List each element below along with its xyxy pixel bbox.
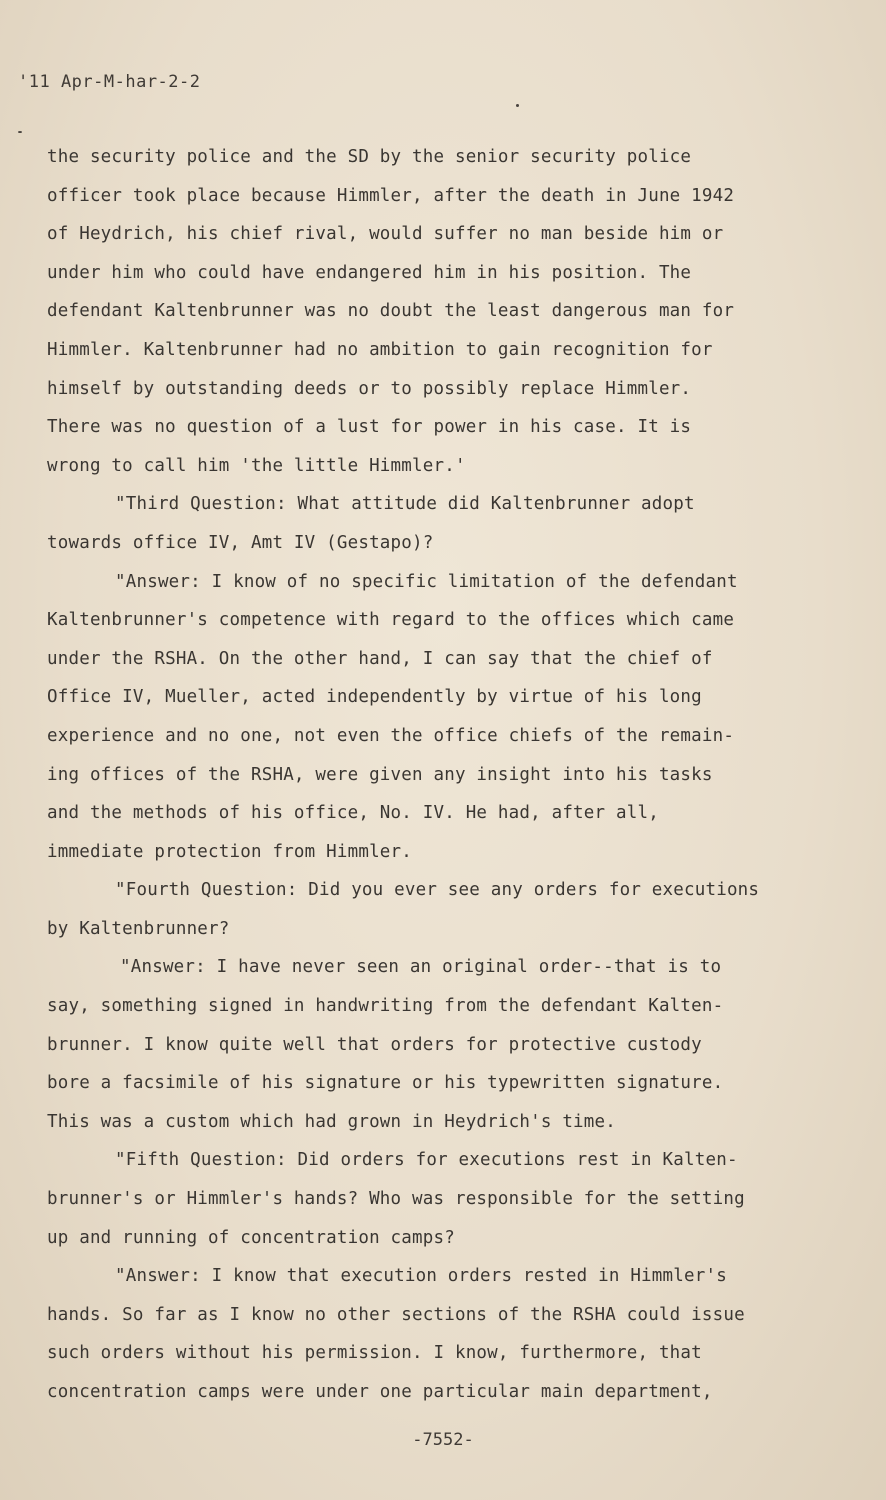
text-line: There was no question of a lust for power in his case. It is bbox=[47, 417, 692, 438]
text-line: up and running of concentration camps? bbox=[47, 1227, 455, 1248]
text-line: such orders without his permission. I know, furthermore, that bbox=[47, 1343, 702, 1364]
text-line: brunner's or Himmler's hands? Who was responsible for the setting bbox=[47, 1189, 745, 1210]
text-line: experience and no one, not even the office chiefs of the remain- bbox=[47, 725, 735, 746]
body-text bbox=[47, 138, 837, 1412]
text-line: wrong to call him 'the little Himmler.' bbox=[47, 455, 466, 476]
text-line: bore a facsimile of his signature or his typewritten signature. bbox=[47, 1073, 724, 1094]
text-line: immediate protection from Himmler. bbox=[47, 841, 413, 862]
text-line: under the RSHA. On the other hand, I can say that the chief of bbox=[47, 648, 713, 669]
text-line: the security police and the SD by the senior security police bbox=[47, 147, 692, 167]
text-line: hands. So far as I know no other sections of the RSHA could issue bbox=[47, 1304, 745, 1325]
ink-speck bbox=[18, 131, 22, 133]
text-line: Kaltenbrunner's competence with regard to the offices which came bbox=[47, 610, 735, 631]
text-line: by Kaltenbrunner? bbox=[47, 918, 230, 939]
text-line: This was a custom which had grown in Heydrich's time. bbox=[47, 1111, 617, 1132]
ink-speck bbox=[516, 104, 519, 107]
text-line: officer took place because Himmler, after the death in June 1942 bbox=[47, 185, 735, 206]
text-line: of Heydrich, his chief rival, would suffer no man beside him or bbox=[47, 224, 724, 245]
text-line: and the methods of his office, No. IV. He had, after all, bbox=[47, 803, 659, 824]
answer-line: "Answer: I know that execution orders rested in Himmler's bbox=[115, 1266, 727, 1287]
question-line: "Fifth Question: Did orders for executions rest in Kalten- bbox=[115, 1150, 738, 1171]
text-line: himself by outstanding deeds or to possibly replace Himmler. bbox=[47, 378, 692, 399]
page-number: -7552- bbox=[412, 1430, 474, 1450]
text-line: under him who could have endangered him in his position. The bbox=[47, 262, 692, 283]
answer-line: "Answer: I have never seen an original order--that is to bbox=[120, 957, 722, 978]
text-line: towards office IV, Amt IV (Gestapo)? bbox=[47, 532, 434, 553]
answer-line: "Answer: I know of no specific limitation of the defendant bbox=[115, 571, 738, 592]
text-line: brunner. I know quite well that orders for protective custody bbox=[47, 1034, 702, 1055]
page-header: '11 Apr-M-har-2-2 bbox=[18, 72, 201, 92]
text-line: ing offices of the RSHA, were given any insight into his tasks bbox=[47, 764, 713, 785]
text-line: concentration camps were under one particular main department, bbox=[47, 1382, 713, 1402]
text-line: Office IV, Mueller, acted independently by virtue of his long bbox=[47, 687, 702, 708]
question-line: "Fourth Question: Did you ever see any orders for executions bbox=[115, 880, 760, 901]
text-line: Himmler. Kaltenbrunner had no ambition to gain recognition for bbox=[47, 339, 713, 360]
text-line: defendant Kaltenbrunner was no doubt the least dangerous man for bbox=[47, 301, 735, 322]
text-line: say, something signed in handwriting from the defendant Kalten- bbox=[47, 996, 724, 1017]
question-line: "Third Question: What attitude did Kaltenbrunner adopt bbox=[115, 494, 695, 515]
